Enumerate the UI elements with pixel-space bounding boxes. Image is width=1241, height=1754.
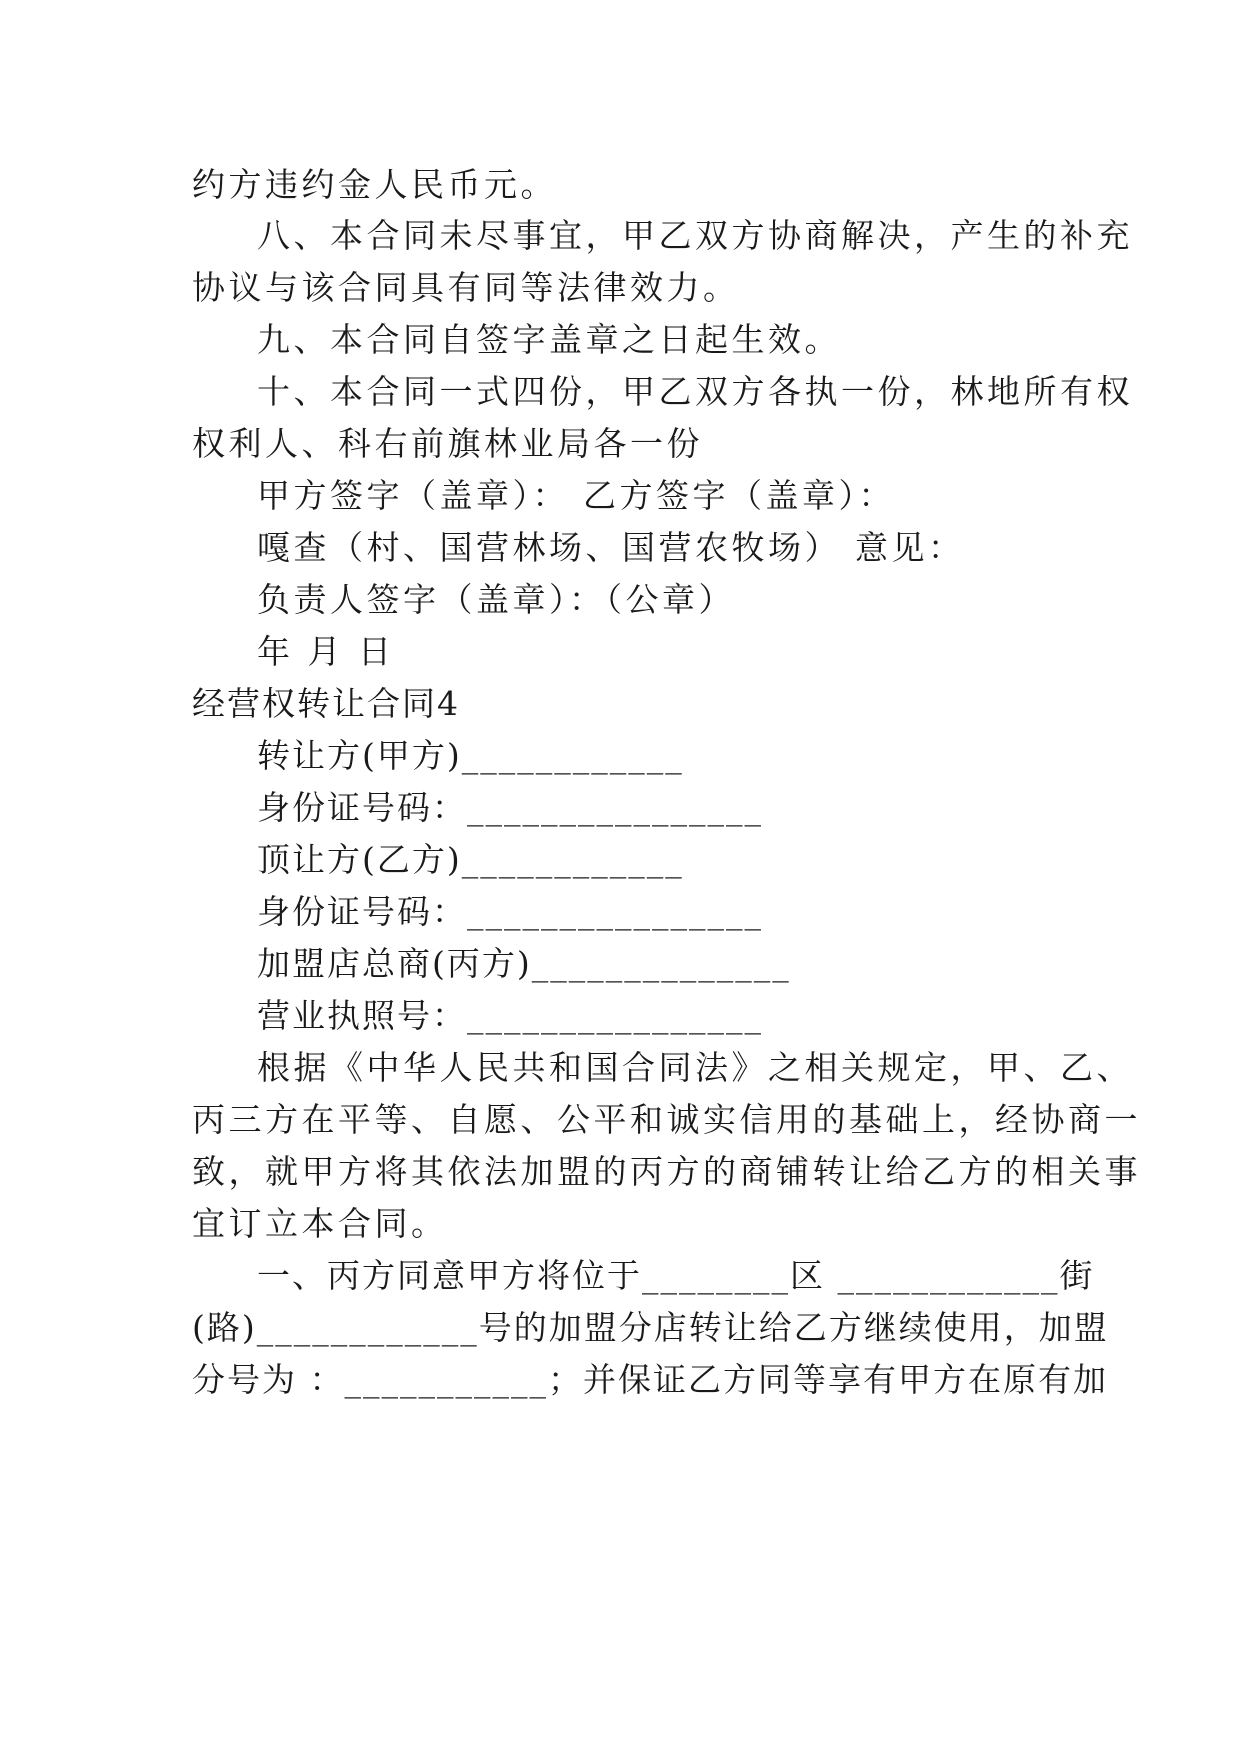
text-line: (路)____________号的加盟分店转让给乙方继续使用，加盟 (192, 1308, 1109, 1347)
clause-1-line: 一、丙方同意甲方将位于________区 ____________街 (257, 1256, 1095, 1295)
id-number-field: 身份证号码：________________ (257, 892, 763, 931)
transferee-field: 顶让方(乙方)____________ (257, 840, 684, 879)
text-line: 致，就甲方将其依法加盟的丙方的商铺转让给乙方的相关事 (192, 1152, 1141, 1191)
text-line: 权利人、科右前旗林业局各一份 (192, 424, 703, 463)
text-line: 约方违约金人民币元。 (192, 165, 557, 204)
section-title: 经营权转让合同4 (192, 684, 460, 723)
responsible-signature-line: 负责人签字（盖章）：（公章） (257, 580, 735, 619)
business-license-field: 营业执照号：________________ (257, 996, 763, 1035)
clause-8-line: 八、本合同未尽事宜，甲乙双方协商解决，产生的补充 (257, 216, 1133, 255)
text-line: 协议与该合同具有同等法律效力。 (192, 268, 740, 307)
text-line: 分号为 ：___________；并保证乙方同等享有甲方在原有加 (192, 1360, 1108, 1399)
transferor-field: 转让方(甲方)____________ (257, 736, 684, 775)
clause-9-line: 九、本合同自签字盖章之日起生效。 (257, 320, 841, 359)
franchisor-field: 加盟店总商(丙方)______________ (257, 944, 791, 983)
id-number-field: 身份证号码：________________ (257, 788, 763, 827)
date-line: 年 月 日 (257, 632, 395, 671)
preamble-line: 根据《中华人民共和国合同法》之相关规定，甲、乙、 (257, 1048, 1133, 1087)
opinion-line: 嘎查（村、国营林场、国营农牧场） 意见： (257, 528, 965, 567)
text-line: 宜订立本合同。 (192, 1204, 448, 1243)
text-line: 丙三方在平等、自愿、公平和诚实信用的基础上，经协商一 (192, 1100, 1141, 1139)
signature-line: 甲方签字（盖章）： 乙方签字（盖章）： (257, 476, 895, 515)
clause-10-line: 十、本合同一式四份，甲乙双方各执一份，林地所有权 (257, 372, 1133, 411)
